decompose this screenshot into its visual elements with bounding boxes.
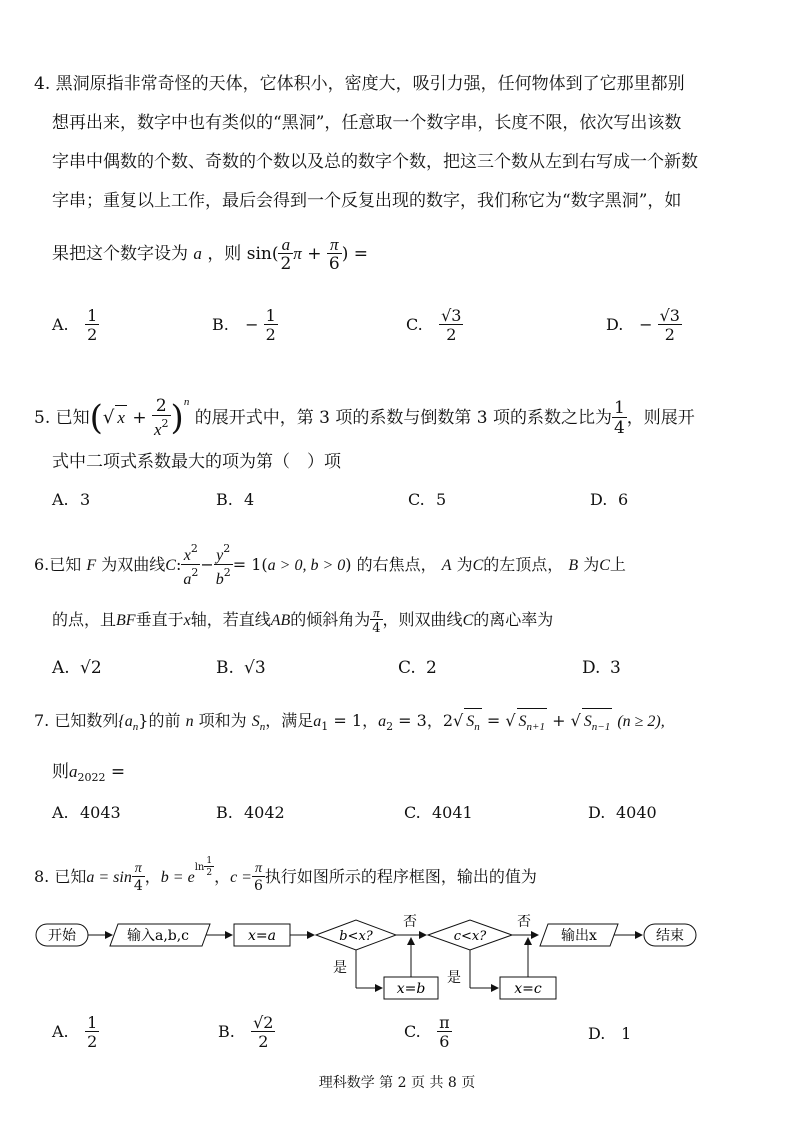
q4-option-c-label: C. [406,315,423,334]
q8-option-a[interactable] [52,1015,99,1050]
q7-Sn-sub: n [474,721,480,733]
q6-l2-c: 轴，若直线 [190,610,271,629]
q6-text-5: 为 [583,555,600,574]
flow-yes2-label: 是 [447,970,461,986]
q4-c-num: √3 [441,306,462,325]
q5-sqrt-x: x [115,405,127,430]
q5-option-d-label: D. [590,490,608,509]
q4-line-2: 想再出来，数字中也有类似的“黑洞”，任意取一个数字串，长度不限，依次写出该数 [52,113,682,133]
q5-text-1: 的展开式中，第 3 项的系数与倒数第 3 项的系数之比为 [194,408,612,428]
q7-option-c-value: 4041 [432,803,473,822]
q8-b-exp [194,856,214,878]
q8-option-d-label: D. [588,1024,606,1043]
q6-option-a[interactable] [52,658,102,678]
q5-option-a-label: A. [52,490,69,509]
q6-line-1 [34,543,626,588]
q7-a2-val: = 3， [398,711,443,730]
q6-BF: BF [116,612,136,629]
q6-text-6: 上 [609,555,626,574]
q5-ratio [612,400,627,437]
q7-option-c-label: C. [404,803,421,822]
q8-option-b[interactable] [218,1015,275,1050]
q8-flowchart [30,908,730,1004]
q6-text-pre: 已知 [49,555,82,574]
q6-option-b-label: B. [216,658,234,678]
q7-line-1 [34,708,665,739]
q8-option-c[interactable] [404,1015,452,1050]
q5-frac-den-x: x [154,420,162,439]
q6-option-b[interactable] [216,658,266,678]
q5-option-a[interactable] [52,490,90,509]
q7-seq-end: } [138,711,149,730]
q8-option-b-label: B. [218,1022,235,1041]
flow-cond2-text: c<x? [453,929,487,944]
q5-option-c[interactable] [408,490,446,509]
q6-angle-den: 4 [372,621,381,636]
q7-sqrt-sign-1: √ [453,711,464,730]
q6-var-B: B [568,557,579,574]
q4-option-b[interactable] [212,308,278,343]
q7-eq: = [486,711,501,730]
q6-option-a-label: A. [52,658,70,678]
q7-option-a-label: A. [52,803,69,822]
q7-sqrt-Snm1 [582,708,612,739]
q8-b-exp-ln: ln [194,862,205,873]
q6-frac-x [181,543,200,588]
q8-a-frac [132,862,145,893]
q6-l2-b: 垂直于 [135,610,184,629]
q6-option-b-value: √3 [244,658,266,678]
q8-text-pre: 已知 [54,867,87,886]
q7-target-sub: 2022 [77,771,106,784]
q7-option-a[interactable] [52,803,121,822]
q4-line-3: 字串中偶数的个数、奇数的个数以及总的数字个数，把这三个数从左到右写成一个新数 [52,152,698,172]
q5-frac [152,398,171,439]
q6-option-c-label: C. [398,658,416,678]
q8-comma-2: ， [214,867,231,886]
q4-text-6: ，则 [207,244,242,264]
q5-number: 5. [34,408,51,428]
q4-b-den: 2 [265,325,276,344]
q7-Sn: S [466,713,475,730]
q5-line-2: 式中二项式系数最大的项为第（ ）项 [52,452,341,472]
q5-plus: + [132,408,147,428]
q7-option-c[interactable] [404,803,473,822]
q4-option-b-value [264,308,278,343]
q8-option-b-value [251,1015,275,1050]
q8-c-opt-num: π [439,1013,450,1032]
q6-var-C: C [165,557,176,574]
q4-d-num: √3 [659,306,680,325]
q4-frac-pi-6 [327,236,342,273]
q7-sqrt-sign-3: √ [570,711,581,730]
q6-x-axis: x [183,612,191,629]
q4-option-a-value [85,308,99,343]
q6-colon: : [175,555,182,574]
q4-option-b-sign: − [245,315,259,334]
flow-assign-b-text: x=b [396,981,426,997]
q4-text-1: 黑洞原指非常奇怪的天体，它体积小，密度大，吸引力强，任何物体到了它那里都别 [55,74,685,94]
q5-option-a-value: 3 [80,490,91,509]
q7-text-1: 的前 [148,711,181,730]
q4-option-a-label: A. [52,315,69,334]
q4-c-den: 2 [439,324,463,343]
q7-text-3: ，满足 [265,711,314,730]
q8-option-d[interactable] [588,1024,631,1043]
q6-AB: AB [270,612,291,629]
q6-l2-d: 的倾斜角为 [290,610,371,629]
q6-text-4: 的左顶点， [483,555,564,574]
q6-angle-num: π [373,605,380,620]
q6-option-c[interactable] [398,658,437,678]
q5-text-pre: 已知 [55,408,90,428]
q6-frac-y [214,543,233,588]
q8-c-def: c = [230,869,252,886]
q4-b-num: 1 [265,306,276,325]
q7-sqrt-sign-2: √ [505,711,516,730]
q5-option-d[interactable] [590,490,628,509]
q4-d-den: 2 [658,324,682,343]
q8-option-c-label: C. [404,1022,421,1041]
q7-sqrt-Sn [464,708,482,739]
q5-sqrt-sign: √ [102,407,115,428]
q8-comma-1: ， [144,867,161,886]
q7-option-b-label: B. [216,803,233,822]
q4-option-b-label: B. [212,315,229,334]
q6-l2-e: ，则双曲线 [382,610,463,629]
flow-assign-a-text: x=a [248,928,276,944]
q8-option-a-value [85,1015,99,1050]
q7-Snm1-sub: n−1 [591,721,611,733]
q7-option-d[interactable] [588,803,657,822]
flow-cond1-text: b<x? [339,929,373,944]
q6-b: b [215,571,224,588]
q5-option-b-value: 4 [244,490,255,509]
q4-line-5 [52,236,368,273]
q8-option-a-label: A. [52,1022,69,1041]
q5-option-b[interactable] [216,490,254,509]
flow-no1-label: 否 [403,914,417,930]
flow-input-text: 输入a,b,c [126,928,190,944]
q8-a-def: a = sin [86,869,132,886]
q6-l2-f: 的离心率为 [473,610,554,629]
q8-c-frac [252,862,265,893]
q4-frac2-num: π [330,235,339,254]
q5-right-paren: ) [170,398,184,438]
q7-text-2: 项和为 [198,711,247,730]
q7-sqrt-Sn1 [517,708,547,739]
q6-frac-x-den: $a^2$ [183,566,199,588]
q6-var-F: F [86,557,97,574]
q7-text-then: 则 [52,762,69,782]
q5-option-b-label: B. [216,490,233,509]
q8-c-num: π [254,861,262,876]
q5-left-paren: ( [89,398,103,438]
q7-cond: (n ≥ 2), [617,713,665,730]
q6-cond: a > 0, b > 0 [267,557,346,574]
q6-text-3: 为 [456,555,473,574]
q6-option-c-value: 2 [426,658,437,678]
q8-a-opt-num: 1 [87,1013,98,1032]
q7-option-d-label: D. [588,803,606,822]
q7-Sn1: S [518,713,527,730]
q5-exponent: n [183,396,190,408]
q7-a2-sub: 2 [386,720,394,733]
q6-option-d-label: D. [582,658,601,678]
q4-option-d-label: D. [606,315,624,334]
q7-target: a [69,762,78,781]
q7-target-eq: = [110,762,126,782]
q5-ratio-num: 1 [613,398,625,418]
q5-ratio-den: 4 [613,418,625,438]
q8-option-c-value [437,1015,452,1050]
q6-option-a-value: √2 [80,658,102,678]
q8-text: 执行如图所示的程序框图，输出的值为 [264,867,537,886]
q4-text-5: 果把这个数字设为 [52,244,188,264]
q7-a1-sub: 1 [321,720,329,733]
q6-x: x [183,547,191,564]
flow-no2-label: 否 [517,914,531,930]
q8-b-exp-num: 1 [206,856,213,866]
q7-Snm1: S [583,713,592,730]
q4-option-c-value [439,308,463,343]
q5-option-d-value: 6 [618,490,629,509]
q4-a-den: 2 [87,325,98,344]
q4-frac2-den: 6 [328,254,340,274]
q5-option-c-label: C. [408,490,425,509]
q7-a2: a [378,713,387,730]
q4-option-d-sign: − [639,315,653,334]
q6-eq: = 1( [232,555,268,574]
q6-frac-y-den: $b^2$ [215,566,231,588]
q6-frac-x-num: $x^2$ [183,542,198,564]
q8-b-opt-den: 2 [251,1031,275,1050]
q7-seq: {a [118,713,133,730]
q7-seq-sub: n [132,721,139,733]
q6-a: a [183,571,192,588]
q4-option-c[interactable] [406,308,463,343]
q6-var-A: A [441,557,452,574]
q4-option-d[interactable] [606,308,682,343]
flow-assign-c-text: x=c [514,981,542,997]
q7-Sn1-sub: n+1 [526,721,545,733]
flow-yes1-label: 是 [333,960,347,976]
q6-option-d-value: 3 [610,658,621,678]
q6-minus: − [200,555,214,574]
q7-a1-val: = 1， [333,711,379,730]
q4-option-a[interactable] [52,308,99,343]
q4-line-1 [34,72,685,96]
q4-number: 4. [34,74,51,94]
q5-line-1 [34,390,695,439]
q4-line-4: 字串；重复以上工作，最后会得到一个反复出现的数字，我们称它为“数字黑洞”，如 [52,191,682,211]
q6-line-2 [52,606,553,635]
q4-var-a: a [193,244,202,263]
q7-option-b[interactable] [216,803,285,822]
q8-line-1 [34,856,537,893]
q7-option-a-value: 4043 [80,803,121,822]
q5-text-2: ，则展开 [626,408,695,428]
q7-text-pre: 已知数列 [54,711,119,730]
flow-start-text: 开始 [48,928,76,944]
q7-number: 7. [34,711,50,730]
q6-text-2: ) 的右焦点， [345,555,437,574]
q6-text-1: 为双曲线 [101,555,166,574]
q5-frac-den [152,415,171,439]
q6-y: y [216,547,224,564]
q7-option-d-value: 4040 [616,803,657,822]
q7-two: 2 [442,711,454,730]
q7-plus: + [552,711,566,730]
q4-pi: π [293,244,302,263]
q8-b-exp-den: 2 [206,868,213,878]
q4-frac1-num: a [281,235,291,254]
q7-n: n [185,713,194,730]
q6-l2-a: 的点，且 [52,610,117,629]
flow-output-text: 输出x [561,928,597,944]
q8-a-num: π [134,861,142,876]
q7-line-2 [52,760,125,790]
q6-var-C-4: C [462,612,474,629]
q5-frac-den-exp: 2 [161,417,169,430]
q8-option-d-value: 1 [621,1024,632,1043]
q4-plus: + [307,244,322,264]
q4-option-d-value [658,308,682,343]
q5-frac-num: 2 [155,396,167,416]
q7-S-sub: n [259,721,266,733]
q8-b-exp-frac [204,857,214,878]
q8-a-opt-den: 2 [87,1032,98,1051]
q4-a-num: 1 [87,306,98,325]
q5-option-c-value: 5 [436,490,447,509]
flow-end-text: 结束 [656,928,684,944]
page-footer: 理科数学 第 2 页 共 8 页 [318,1075,476,1091]
q7-S: S [251,713,260,730]
q6-option-d[interactable] [582,658,621,678]
q6-frac-y-num: $y^2$ [216,542,231,564]
q8-c-opt-den: 6 [437,1031,452,1050]
q4-frac1-den: 2 [280,254,292,274]
q4-close: ) = [341,244,368,264]
q8-a-den: 4 [133,878,143,894]
q4-sin: sin( [246,244,279,264]
q4-frac-a-2 [278,236,293,273]
q8-b-opt-num: √2 [253,1013,274,1032]
q6-angle [370,606,382,635]
q8-b-def: b = e [160,869,195,886]
q8-number: 8. [34,867,50,886]
q7-a1: a [313,713,322,730]
q7-option-b-value: 4042 [244,803,285,822]
q6-var-C-3: C [599,557,610,574]
q6-number: 6. [34,555,50,574]
q8-c-den: 6 [253,878,263,894]
q6-var-C-2: C [472,557,484,574]
